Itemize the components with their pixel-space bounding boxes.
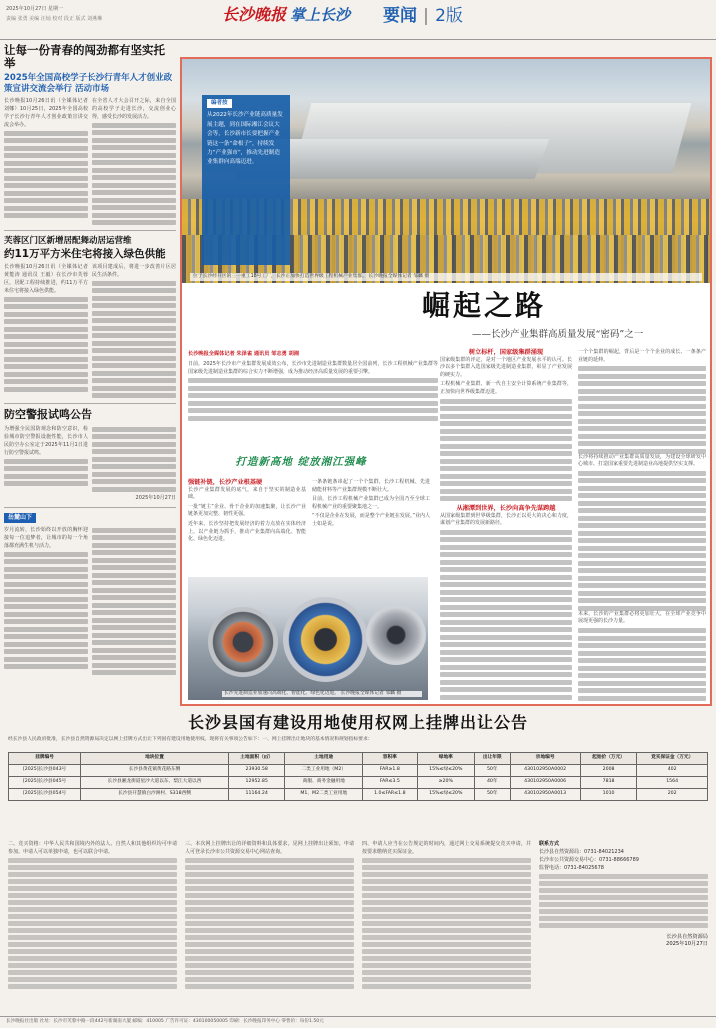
contact-line: 长沙市公共资源交易中心：0731-88666789 <box>539 857 639 863</box>
body-text-lines <box>4 552 88 670</box>
feature-col-3 <box>440 349 572 700</box>
feature-panel <box>180 57 712 706</box>
body-text-lines <box>539 874 708 928</box>
feature-col-2 <box>312 479 430 531</box>
cutter-head-3 <box>366 605 426 665</box>
body-text-lines <box>92 528 176 676</box>
notice-col2-text: 三、本次网上挂牌出让的详细资料和具体要求，见网上挂牌出让须知。申请人可登录长沙市公共资源交易中心网站查询。 <box>185 841 354 855</box>
section-label: 要闻 | 2版 <box>383 6 463 26</box>
feature-col1-head: 强链补链，长沙产业根基硬 <box>188 479 263 486</box>
article-youth-p2: 在全省人才大会召开之际，来自全国的高校学子走进长沙，交流创业心得，感受长沙的发展活力。 <box>92 97 176 120</box>
feature-col3-p2: 工程机械产业集群、新一代自主安全计算系统产业集群等，正加快向世界级集群迈进。 <box>440 381 572 395</box>
feature-col-1 <box>188 479 306 546</box>
col-header: 地块位置 <box>81 753 229 765</box>
body-text-lines <box>185 858 354 989</box>
cutter-head-1 <box>208 607 278 677</box>
col-header: 竞买保证金（万元） <box>637 753 708 765</box>
body-text-lines <box>8 858 177 989</box>
col-header: 绿地率 <box>417 753 474 765</box>
article-youth-p1: 长沙晚报10月26日讯（全媒体记者 刘娜）10月25日，2025年全国高校学子长沙行青年人才创业政策宣讲交流会举办。 <box>4 97 88 128</box>
notice-body <box>8 840 708 989</box>
body-text-lines <box>578 628 706 701</box>
table-cell: 50年 <box>475 765 511 777</box>
contact-line: 监督电话：0731-84025678 <box>539 865 604 871</box>
feature-col1-p2: 一批“链主”企业、骨干企业的加速集聚，让长沙产业链条更加完整、韧性更强。 <box>188 503 306 518</box>
article-housing-title: 芙蓉区门区新增居配舞动居运营维 <box>4 236 132 247</box>
article-air-raid-title: 防空警报试鸣公告 <box>4 408 92 422</box>
divider <box>4 230 176 231</box>
body-text-lines <box>92 281 176 399</box>
divider <box>4 403 176 404</box>
feature-col3-p3: 从国家级集群到世界级集群，长沙正以更大的决心和力度，谋划产业集群的发展新路径。 <box>440 512 572 527</box>
article-air-raid <box>4 409 176 502</box>
col-header: 容积率 <box>363 753 418 765</box>
issue-date: 2025年10月27日 星期一 <box>6 6 64 12</box>
table-cell: 202 <box>637 789 708 801</box>
table-cell: 1.0≤FAR≤1.8 <box>363 789 418 801</box>
table-cell: 40年 <box>475 777 511 789</box>
table-cell: M1、M2二类工业用地 <box>285 789 363 801</box>
table-cell: FAR≤3.5 <box>363 777 418 789</box>
page-number: 2版 <box>435 6 463 26</box>
editor-note-text: 从2022年长沙产业链高质量发展主题，到在国际湘江会议大会等，长沙新市长要把握产业链这一条“命根子”，持续发力“产业强市”，推动先进制造业集群向高端迈进。 <box>207 112 283 166</box>
notice-title: 长沙县国有建设用地使用权网上挂牌出让公告 <box>187 713 528 732</box>
article-housing-p1: 长沙晚报10月26日讯（全媒体记者 黄能涛 通讯员 王毅）在长沙市芙蓉区，居配工程持续推进，约11万平方米住宅将接入绿色供能。 <box>4 263 88 294</box>
table-row <box>9 789 708 801</box>
table-cell: 23930.58 <box>228 765 285 777</box>
feature-title: 崛起之路 <box>422 289 547 322</box>
feature-col2-p1: 一条条链条串起了一个个集群，长沙工程机械、先进储能材料等产业集群规模不断壮大。 <box>312 479 430 493</box>
table-cell: 1564 <box>637 777 708 789</box>
table-cell: 二类工业用地（M2） <box>285 765 363 777</box>
table-cell: 15%≤绿≤20% <box>417 765 474 777</box>
article-youth-subtitle: 2025年全国高校学子长沙行青年人才创业政策宣讲交流会举行 活动市场 <box>4 73 173 94</box>
table-row <box>9 765 708 777</box>
feature-col3-head2: 从湘潭到世界，长沙向高争先谋跨越 <box>456 505 556 513</box>
table-cell: 430102950A0002 <box>510 765 580 777</box>
tunnel-machine-photo <box>188 577 428 700</box>
feature-col4-p1: 一个个集群的崛起，背后是一个个企业的成长、一条条产业链的延伸。 <box>578 349 706 363</box>
feature-col2-p3: “不仅是企业在发展，而是整个产业链在发展。”业内人士如是说。 <box>312 513 430 527</box>
feature-col4-p3: 未来，长沙的产业集群必将更加壮大，在全球产业竞争中展现更强的长沙力量。 <box>578 610 706 625</box>
table-cell: 7818 <box>580 777 637 789</box>
logo-red-text: 长沙晚报 <box>222 5 287 25</box>
notice-col-3 <box>362 840 531 989</box>
article-youth-title: 让每一份青春的闯劲都有坚实托举 <box>4 43 165 71</box>
table-cell: 2008 <box>580 765 637 777</box>
notice-col-2 <box>185 840 354 989</box>
feature-col-4 <box>578 349 706 701</box>
table-cell: ≥20% <box>417 777 474 789</box>
contact-head: 联系方式 <box>539 841 560 847</box>
body-text-lines <box>440 399 572 502</box>
notice-col-1 <box>8 840 177 989</box>
feature-col1-p3: 近年来，长沙坚持把发展经济的着力点放在实体经济上，以产业链为抓手，推动产业集群向高端化、智能化、绿色化迈进。 <box>188 520 306 543</box>
logo-blue-text: 掌上长沙 <box>290 5 351 24</box>
table-cell: [2025]长沙县045号 <box>9 777 81 789</box>
feature-lead <box>188 361 438 421</box>
table-cell: 商服、商务金融用地 <box>285 777 363 789</box>
contact-line: 长沙县自然资源局：0731-84021234 <box>539 849 624 855</box>
body-text-lines <box>578 366 706 454</box>
notice-intro: 经长沙县人民政府批准，长沙县自然资源局决定以网上挂牌方式出让下列国有建设用地使用权。现将有关事项公告如下：一、网上挂牌出让地块的基本情况和规划指标要求： <box>8 737 373 742</box>
article-column <box>4 513 176 676</box>
article-air-raid-sign: 2025年10月27日 <box>135 494 176 501</box>
feature-lead-text: 日前，2025年长沙市产业集群发展成效公布，长沙市先进制造业集群数量居全国前列，长沙工程机械产业集群等国家级先进制造业集群的综合实力不断增强，成为推动经济高质量发展的重要引擎。 <box>188 361 438 375</box>
feature-col3-head: 树立标杆，国家级集群涌现 <box>468 349 544 356</box>
table-cell: 长沙县黄花镇黄花路东侧 <box>81 765 229 777</box>
editor-credits: 责编 张勇 美编 汪灿 校对 段正 版式 刘燕琳 <box>6 16 103 22</box>
editor-note-tag: 编者按 <box>207 99 232 108</box>
column-tag: 岳麓山下 <box>4 513 36 523</box>
newspaper-logo <box>222 4 350 26</box>
byline: 长沙晚报全媒体记者 朱泽雀 通讯员 邹志勇 胡湘 <box>188 351 299 357</box>
body-text-lines <box>362 858 531 989</box>
table-cell: FAR≥1.8 <box>363 765 418 777</box>
col-header: 土地面积（㎡） <box>228 753 285 765</box>
table-cell: 402 <box>637 765 708 777</box>
article-air-raid-p1: 为增强全民国防观念和防空意识，检验城市防空警报设施性能，长沙市人民防空办公室定于2025年11月1日进行防空警报试鸣。 <box>4 425 88 456</box>
table-cell: 1010 <box>580 789 637 801</box>
body-text-lines <box>578 471 706 611</box>
table-row <box>9 777 708 789</box>
table-cell: 430102950A0013 <box>510 789 580 801</box>
section-name: 要闻 <box>383 6 417 26</box>
photo-caption-mid: 长沙先进制造业加速向高端化、智能化、绿色化迈进。 长沙晚报全媒体记者 邹麟 摄 <box>222 691 422 697</box>
photo-caption-top: 位于长沙经开区的三一重工18号工厂，长沙正加快打造世界级工程机械产业集群。 长沙晚报全媒体记者 邹麟 摄 <box>190 273 702 281</box>
table-cell: 50年 <box>475 789 511 801</box>
body-text-lines <box>188 378 438 421</box>
col-header: 出让年限 <box>475 753 511 765</box>
left-column <box>4 44 176 708</box>
land-table <box>8 752 708 801</box>
notice-sign: 长沙县自然资源局 2025年10月27日 <box>666 933 708 947</box>
feature-col3-p1: 国家级集群的评定，是对一个地区产业发展水平的认可。长沙以多个集群入选国家级先进制造业集群，彰显了产业发展的硬实力。 <box>440 356 572 378</box>
article-housing-subtitle: 约11万平方米住宅将接入绿色供能 <box>4 247 166 260</box>
article-housing-p2: 该项目建成后，将进一步改善片区居民生活条件。 <box>92 263 176 278</box>
contact-block <box>539 840 708 872</box>
land-auction-notice <box>4 712 712 1012</box>
feature-col4-p2: 长沙将持续推动产业集群高质量发展，为建设全球研发中心城市、打造国家重要先进制造业高地提供坚实支撑。 <box>578 453 706 468</box>
body-text-lines <box>4 131 88 219</box>
page-footer: 长沙晚报社出版 社址：长沙市芙蓉中路一段442号新湖南大厦 邮编：410005 广告许可证：430100050005 印刷：长沙晚报印务中心 零售价：每份1.50元 <box>0 1016 716 1028</box>
table-cell: 11164.24 <box>228 789 285 801</box>
col-header: 土地用途 <box>285 753 363 765</box>
table-header-row <box>9 753 708 765</box>
col-header: 挂牌编号 <box>9 753 81 765</box>
feature-subtitle: ——长沙产业集群高质量发展“密码”之一 <box>472 329 644 340</box>
article-youth <box>4 44 176 225</box>
body-text-lines <box>4 459 88 487</box>
notice-col3-text: 四、申请人应当在公告规定的时间内，通过网上交易系统提交竞买申请，并按要求缴纳竞买保证金。 <box>362 841 531 855</box>
notice-col1-text: 二、竞买资格：中华人民共和国境内外的法人、自然人和其他组织均可申请参加。申请人可以单独申请，也可以联合申请。 <box>8 841 177 855</box>
table-cell: 12952.85 <box>228 777 285 789</box>
divider <box>4 507 176 508</box>
article-housing <box>4 236 176 398</box>
table-cell: [2025]长沙县054号 <box>9 789 81 801</box>
notice-col-4 <box>539 840 708 989</box>
slogan-text: 打造新高地 绽放湘江强峰 <box>235 455 367 468</box>
body-text-lines <box>440 530 572 700</box>
table-cell: 长沙县湘龙街道星沙大道以东、梨江大道以西 <box>81 777 229 789</box>
masthead <box>0 0 716 40</box>
col-header: 起始价（万元） <box>580 753 637 765</box>
table-cell: 430102950A0006 <box>510 777 580 789</box>
table-cell: [2025]长沙县043号 <box>9 765 81 777</box>
body-text-lines <box>4 297 88 392</box>
slogan-banner <box>222 449 380 475</box>
article-column-p1: 岁月流转，长沙始终以开放的胸怀迎接每一位追梦者，让城市的每一个角落都充满生机与活力。 <box>4 526 88 549</box>
editor-note-box <box>202 95 290 265</box>
body-text-lines <box>92 123 176 226</box>
feature-col2-p2: 目前，长沙工程机械产业集群已成为全国乃至全球工程机械产业的重要聚集地之一。 <box>312 496 430 510</box>
table-cell: 长沙县开慧镇白沙洲村、S318西侧 <box>81 789 229 801</box>
feature-col1-p1: 长沙产业集群发展的底气，来自于坚实的制造业基础。 <box>188 486 306 501</box>
cutter-head-2 <box>283 597 368 682</box>
body-text-lines <box>92 427 176 492</box>
col-header: 宗地编号 <box>510 753 580 765</box>
table-cell: 15%≤绿≤20% <box>417 789 474 801</box>
